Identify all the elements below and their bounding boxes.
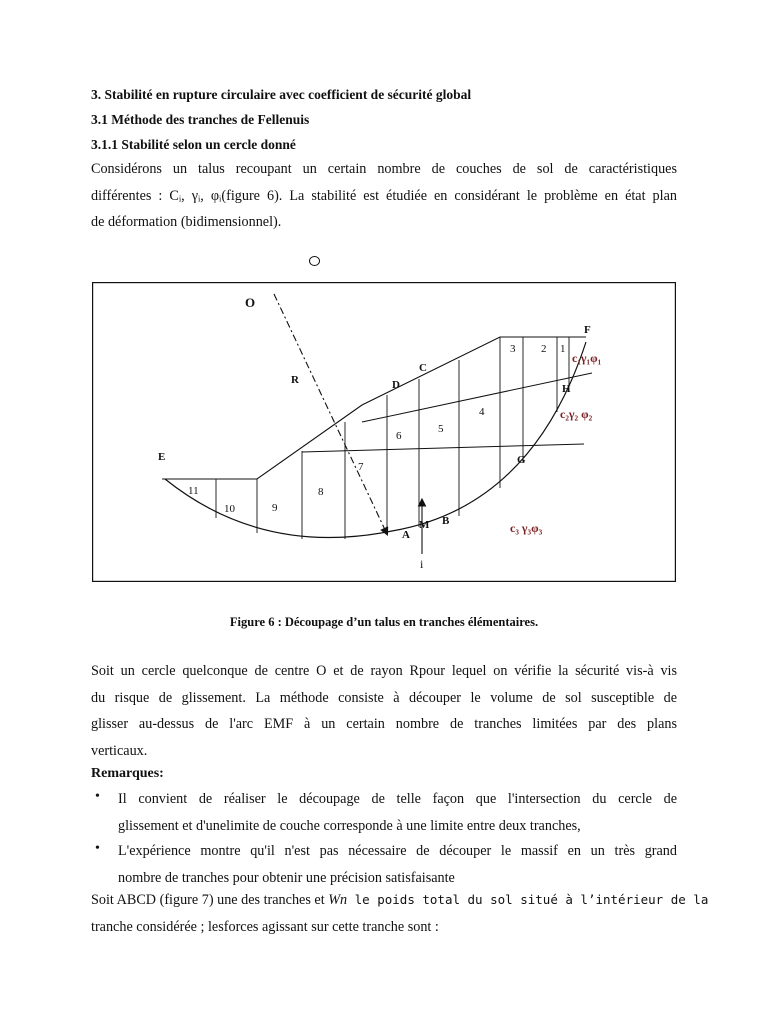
label-O: O bbox=[245, 295, 256, 310]
forces-text-a: Soit ABCD (figure 7) une des tranches et bbox=[91, 892, 329, 908]
method-paragraph bbox=[91, 658, 677, 764]
intro-line-3: de déformation (bidimensionnel). bbox=[91, 214, 282, 230]
label-R: R bbox=[291, 374, 299, 386]
slice-6: 6 bbox=[396, 430, 402, 442]
radius-line-R bbox=[274, 294, 387, 534]
bullet-1-line-2: glissement et d'unelimite de couche corresponde à une limite entre deux tranches, bbox=[118, 817, 581, 834]
label-A: A bbox=[402, 529, 410, 541]
slice-2: 2 bbox=[541, 343, 547, 355]
bullet-item-1 bbox=[118, 786, 677, 839]
bullet-marker-1: • bbox=[95, 789, 100, 804]
label-F: F bbox=[584, 324, 591, 336]
slice-1: 1 bbox=[560, 343, 566, 355]
bullet-marker-2: • bbox=[95, 841, 100, 856]
method-line-3: glisser au-dessus de l'arc EMF à un certain nombre de tranches limitées par des plans bbox=[91, 716, 677, 732]
label-E: E bbox=[158, 451, 166, 463]
section-heading-3: 3. Stabilité en rupture circulaire avec coefficient de sécurité global bbox=[91, 87, 472, 102]
slice-10: 10 bbox=[224, 503, 235, 515]
slice-9: 9 bbox=[272, 502, 278, 514]
layer-3-params: c₃ γ₃φ₃ bbox=[510, 521, 543, 535]
bullet-2-line-2: nombre de tranches pour obtenir une précision satisfaisante bbox=[118, 869, 455, 886]
forces-text-b: le poids total du sol situé à l’intérieur de la bbox=[347, 892, 709, 907]
slice-7: 7 bbox=[358, 461, 364, 473]
intro-line-2: différentes : Cᵢ, γᵢ, φᵢ(figure 6). La stabilité est étudiée en considérant le problème en état plan bbox=[91, 187, 677, 204]
section-heading-3-1-1: 3.1.1 Stabilité selon un cercle donné bbox=[91, 137, 296, 152]
intro-paragraph bbox=[91, 156, 677, 236]
figure-6-slope-slices bbox=[92, 282, 676, 582]
slice-5: 5 bbox=[438, 423, 444, 435]
label-D: D bbox=[392, 379, 400, 391]
section-heading-3-1: 3.1 Méthode des tranches de Fellenuis bbox=[91, 112, 310, 127]
intro-line-1: Considérons un talus recoupant un certain nombre de couches de sol de caractéristiques bbox=[91, 161, 677, 177]
method-line-2: du risque de glissement. La méthode consiste à découper le volume de sol susceptible de bbox=[91, 689, 677, 706]
forces-paragraph bbox=[91, 887, 709, 940]
bullet-1-line-1: Il convient de réaliser le découpage de telle façon que l'intersection du cercle de bbox=[118, 791, 677, 807]
forces-line-1 bbox=[91, 887, 709, 914]
label-C: C bbox=[419, 362, 427, 374]
remarques-heading: Remarques: bbox=[91, 766, 164, 781]
figure-caption: Figure 6 : Découpage d’un talus en tranches élémentaires. bbox=[229, 615, 539, 629]
slice-11: 11 bbox=[188, 485, 199, 497]
label-i: i bbox=[420, 557, 424, 571]
label-B: B bbox=[442, 515, 450, 527]
layer-2-params: c₂γ₂ φ₂ bbox=[560, 407, 593, 421]
slice-3: 3 bbox=[510, 343, 516, 355]
slice-8: 8 bbox=[318, 486, 324, 498]
center-circle-marker bbox=[309, 256, 320, 266]
forces-line-2: tranche considérée ; lesforces agissant sur cette tranche sont : bbox=[91, 918, 439, 935]
bullet-item-2 bbox=[118, 838, 677, 891]
weight-symbol-wn: Wn bbox=[328, 892, 348, 908]
method-line-4: verticaux. bbox=[91, 742, 148, 759]
method-line-1: Soit un cercle quelconque de centre O et de rayon Rpour lequel on vérifie la sécurité vis-à vis bbox=[91, 663, 677, 679]
bullet-2-line-1: L'expérience montre qu'il n'est pas nécessaire de découper le massif en un très grand bbox=[118, 843, 677, 859]
slice-boundaries bbox=[216, 337, 569, 539]
label-G: G bbox=[517, 454, 526, 466]
label-M: M bbox=[419, 519, 430, 531]
layer-boundary-2 bbox=[302, 444, 584, 452]
slice-4: 4 bbox=[479, 406, 485, 418]
label-H: H bbox=[562, 383, 571, 395]
layer-1-params: c₁γ₁φ₁ bbox=[572, 351, 602, 365]
